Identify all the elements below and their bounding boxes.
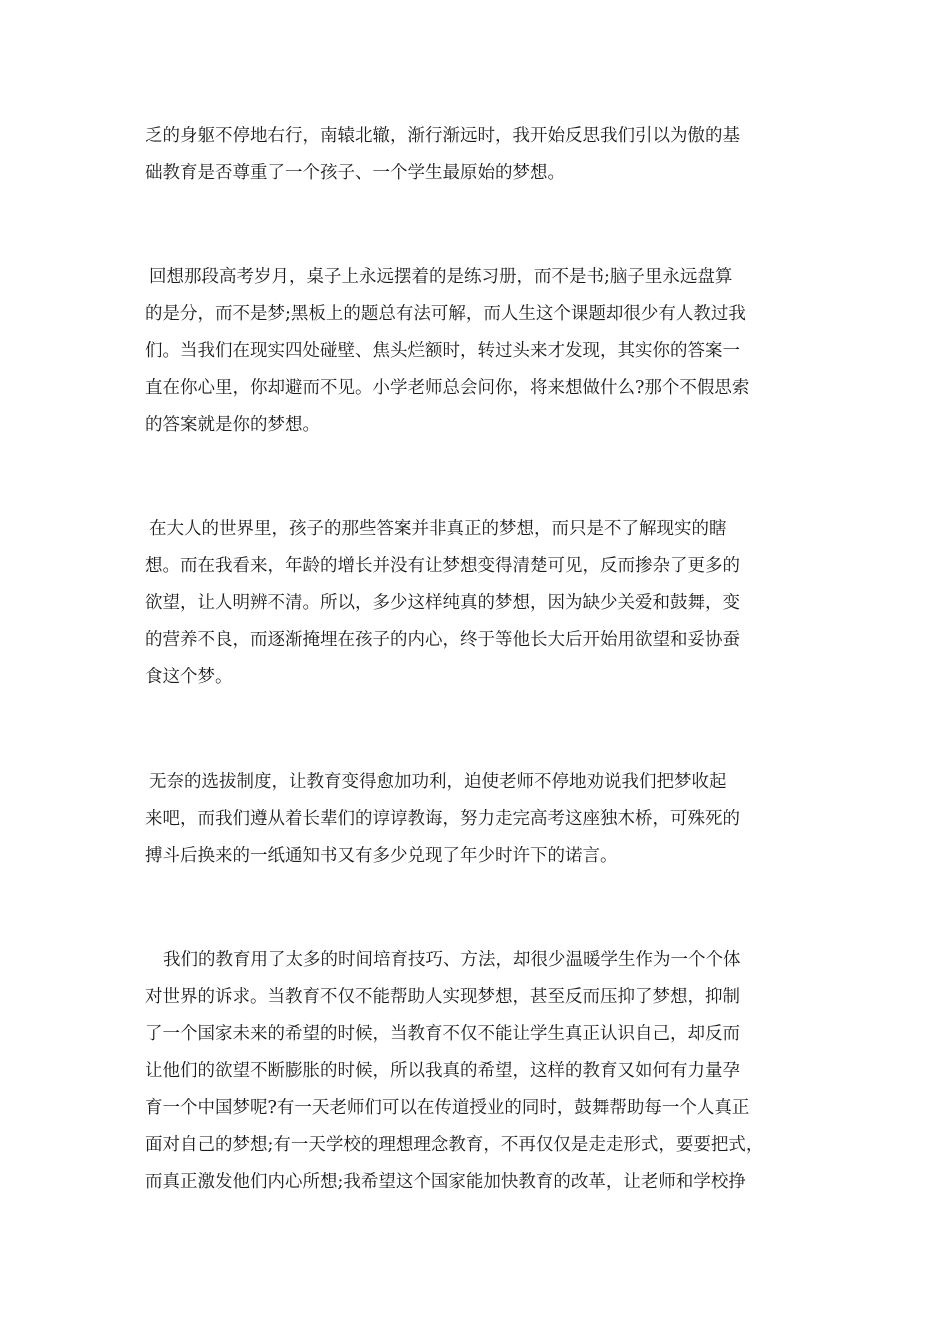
paragraph-line: 来吧，而我们遵从着长辈们的谆谆教诲，努力走完高考这座独木桥，可殊死的	[145, 809, 740, 829]
paragraph-line: 回想那段高考岁月，桌子上永远摆着的是练习册，而不是书;脑子里永远盘算	[149, 267, 733, 287]
paragraph-line: 直在你心里，你却避而不见。小学老师总会问你，将来想做什么?那个不假思索	[145, 378, 750, 398]
paragraph-line: 我们的教育用了太多的时间培育技巧、方法，却很少温暖学生作为一个个体	[163, 950, 741, 970]
paragraph-line: 育一个中国梦呢?有一天老师们可以在传道授业的同时，鼓舞帮助每一个人真正	[145, 1098, 750, 1118]
paragraph-line: 搏斗后换来的一纸通知书又有多少兑现了年少时许下的诺言。	[145, 846, 618, 866]
paragraph-3	[145, 511, 815, 696]
paragraph-4	[145, 764, 815, 875]
paragraph-line: 的答案就是你的梦想。	[145, 415, 320, 435]
paragraph-line: 们。当我们在现实四处碰壁、焦头烂额时，转过头来才发现，其实你的答案一	[145, 341, 740, 361]
paragraph-line: 乏的身躯不停地右行，南辕北辙，渐行渐远时，我开始反思我们引以为傲的基	[145, 126, 740, 146]
paragraph-line: 面对自己的梦想;有一天学校的理想理念教育，不再仅仅是走走形式，要要把式，	[145, 1135, 764, 1155]
paragraph-1	[145, 118, 815, 192]
paragraph-line: 对世界的诉求。当教育不仅不能帮助人实现梦想，甚至反而压抑了梦想，抑制	[145, 987, 740, 1007]
paragraph-line: 让他们的欲望不断膨胀的时候，所以我真的希望，这样的教育又如何有力量孕	[145, 1061, 740, 1081]
paragraph-line: 础教育是否尊重了一个孩子、一个学生最原始的梦想。	[145, 163, 565, 183]
paragraph-line: 想。而在我看来，年龄的增长并没有让梦想变得清楚可见，反而掺杂了更多的	[145, 556, 740, 576]
paragraph-line: 无奈的选拔制度，让教育变得愈加功利，迫使老师不停地劝说我们把梦收起	[149, 772, 727, 792]
paragraph-line: 食这个梦。	[145, 667, 233, 687]
paragraph-2	[145, 259, 815, 444]
paragraph-line: 在大人的世界里，孩子的那些答案并非真正的梦想，而只是不了解现实的瞎	[149, 519, 727, 539]
paragraph-line: 而真正激发他们内心所想;我希望这个国家能加快教育的改革，让老师和学校挣	[145, 1172, 746, 1192]
paragraph-5	[145, 942, 815, 1201]
paragraph-line: 的营养不良，而逐渐掩埋在孩子的内心，终于等他长大后开始用欲望和妥协蚕	[145, 630, 740, 650]
paragraph-line: 了一个国家未来的希望的时候，当教育不仅不能让学生真正认识自己，却反而	[145, 1024, 740, 1044]
paragraph-line: 的是分，而不是梦;黑板上的题总有法可解，而人生这个课题却很少有人教过我	[145, 304, 746, 324]
paragraph-line: 欲望，让人明辨不清。所以，多少这样纯真的梦想，因为缺少关爱和鼓舞，变	[145, 593, 740, 613]
